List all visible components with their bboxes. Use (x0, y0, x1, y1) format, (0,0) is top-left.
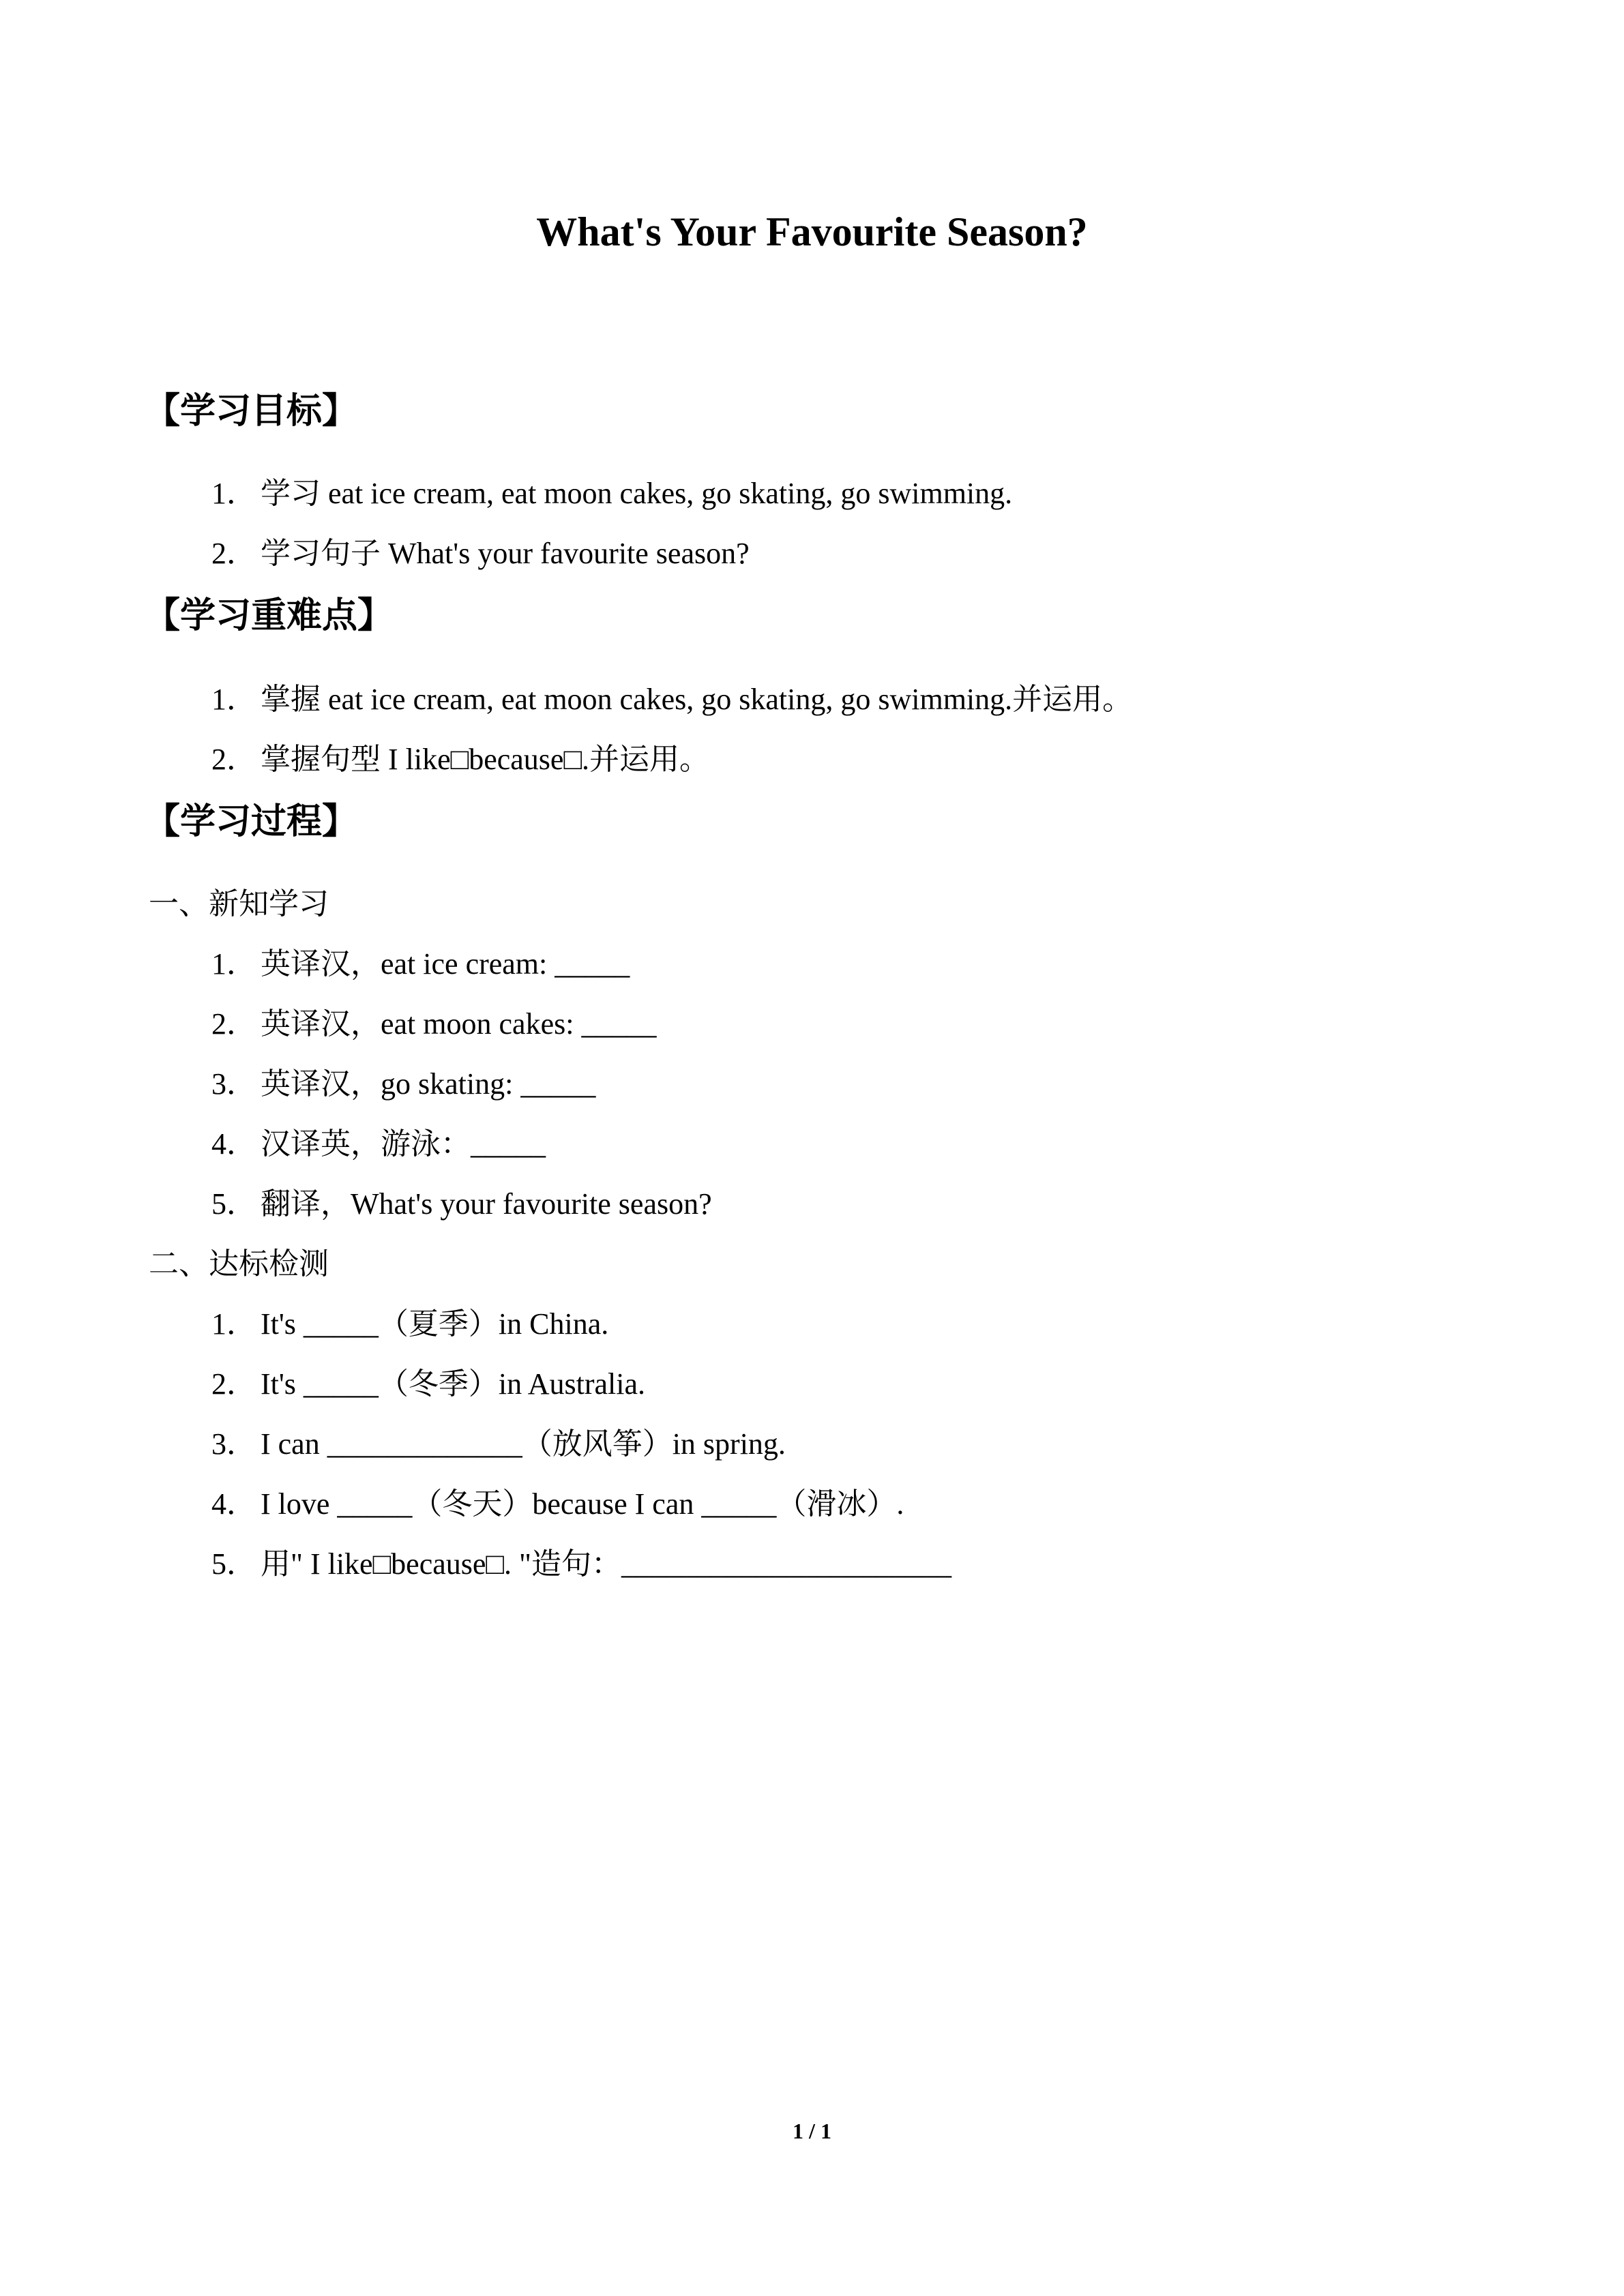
page-number: 1 / 1 (793, 2119, 831, 2143)
exercise-item: 3． 英译汉，go skating: _____ (211, 1067, 596, 1101)
subsection-label-assessment: 二、达标检测 (149, 1247, 329, 1281)
exercise-item: 1． 英译汉，eat ice cream: _____ (211, 947, 630, 981)
exercise-item: 4． 汉译英，游泳：_____ (211, 1127, 546, 1161)
objective-item: 2． 学习句子 What's your favourite season? (211, 537, 750, 570)
key-point-item: 1． 掌握 eat ice cream, eat moon cakes, go skating, go swimming.并运用。 (211, 683, 1133, 716)
key-point-item: 2． 掌握句型 I like□because□.并运用。 (211, 743, 710, 776)
exercise-item: 4． I love _____（冬天）because I can _____（滑冰）. (211, 1487, 904, 1521)
section-heading-process: 【学习过程】 (145, 801, 358, 842)
subsection-label-new-knowledge: 一、新知学习 (149, 887, 329, 921)
exercise-item: 5． 用" I like□because□. "造句：______________________ (211, 1547, 951, 1581)
exercise-item: 2． 英译汉，eat moon cakes: _____ (211, 1007, 657, 1041)
objective-item: 1． 学习 eat ice cream, eat moon cakes, go skating, go swimming. (211, 477, 1013, 510)
exercise-item: 5． 翻译，What's your favourite season? (211, 1187, 712, 1221)
exercise-item: 3． I can _____________（放风筝）in spring. (211, 1427, 786, 1461)
section-heading-key-points: 【学习重难点】 (145, 595, 394, 636)
page-title: What's Your Favourite Season? (536, 209, 1088, 254)
section-heading-objectives: 【学习目标】 (145, 391, 358, 432)
exercise-item: 1． It's _____（夏季）in China. (211, 1307, 609, 1341)
exercise-item: 2． It's _____（冬季）in Australia. (211, 1367, 646, 1401)
